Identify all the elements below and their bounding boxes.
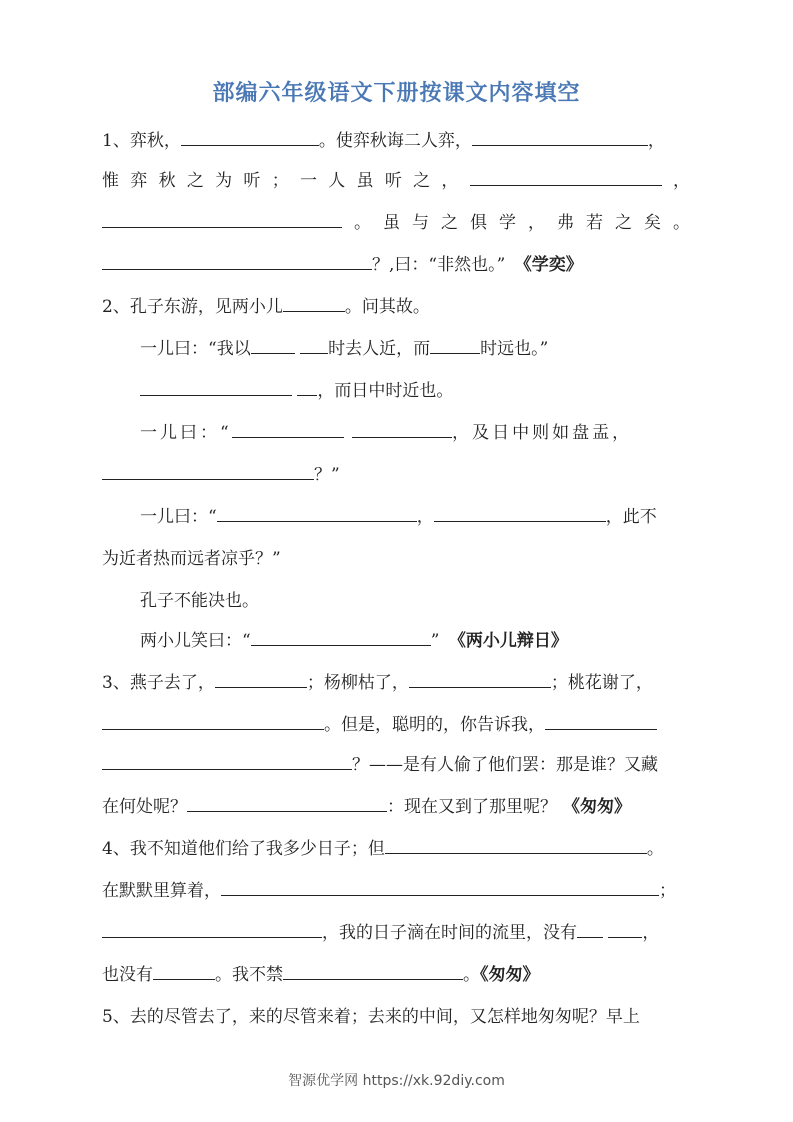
- q1-char: 一: [299, 171, 317, 191]
- q1-char: 之: [186, 171, 204, 191]
- q1-text: ，: [647, 131, 665, 151]
- q1-char: 。: [673, 213, 690, 233]
- fill-blank[interactable]: [140, 378, 292, 396]
- q3-text: 。但是，聪明的，你告诉我，: [324, 715, 545, 735]
- q2-line-6: [140, 504, 690, 530]
- q3-text: ；桃花谢了，: [550, 673, 653, 693]
- q1-char: 之: [615, 213, 632, 233]
- q1-char: 之: [441, 213, 458, 233]
- q2-text: ，: [416, 507, 434, 527]
- q4-text: 4、我不知道他们给了我多少日子；但: [102, 839, 385, 859]
- q1-line-2: [102, 168, 690, 194]
- q2-text: 孔子不能决也。: [140, 591, 259, 611]
- fill-blank[interactable]: [409, 670, 551, 688]
- q4-text: 也没有: [102, 965, 153, 985]
- q5-text: 5、去的尽管去了，来的尽管来着；去来的中间，又怎样地匆匆呢？早上: [102, 1007, 640, 1027]
- q2-line-8: [140, 588, 690, 614]
- q3-text: ：现在又到了那里呢？: [387, 797, 557, 817]
- q1-char: 听: [384, 171, 402, 191]
- q1-char: 。: [354, 213, 371, 233]
- q1-char: 惟: [102, 171, 119, 191]
- fill-blank[interactable]: [232, 420, 344, 438]
- q1-char: ，: [528, 213, 545, 233]
- fill-blank[interactable]: [577, 920, 603, 938]
- fill-blank[interactable]: [102, 752, 352, 770]
- fill-blank[interactable]: [300, 336, 328, 354]
- q4-text: 。我不禁: [215, 965, 283, 985]
- q4-line-4: [102, 962, 690, 988]
- q1-char: 听: [243, 171, 261, 191]
- q2-text: 时远也。”: [480, 339, 549, 359]
- fill-blank[interactable]: [221, 878, 659, 896]
- q5-line-1: [102, 1004, 690, 1030]
- q4-text: ；: [659, 881, 676, 901]
- q4-text: ，: [642, 923, 660, 943]
- q1-char: 秋: [158, 171, 176, 191]
- fill-blank[interactable]: [102, 210, 342, 228]
- q1-char: 人: [328, 171, 346, 191]
- q1-char: 若: [586, 213, 603, 233]
- q1-char: ，: [672, 171, 690, 191]
- q1-char: 虽: [383, 213, 400, 233]
- q2-text: 2、孔子东游，见两小儿: [102, 297, 283, 317]
- fill-blank[interactable]: [608, 920, 642, 938]
- q2-text: ，而日中时近也。: [317, 381, 454, 401]
- q2-line-4: [140, 420, 690, 446]
- q4-line-1: [102, 836, 690, 862]
- fill-blank[interactable]: [297, 378, 317, 396]
- q1-char: 弗: [557, 213, 574, 233]
- q4-line-2: [102, 878, 690, 904]
- fill-blank[interactable]: [102, 920, 322, 938]
- source-title: 《学奕》: [523, 255, 583, 275]
- fill-blank[interactable]: [102, 462, 314, 480]
- q4-text: 。: [463, 965, 480, 985]
- q1-char: 学: [499, 213, 516, 233]
- q2-text: ，及日中则如盘盂，: [452, 423, 633, 443]
- q4-text: 。: [646, 839, 664, 859]
- q2-text: ”: [430, 631, 440, 651]
- q2-text: 。问其故。: [344, 297, 430, 317]
- q2-line-9: [140, 628, 690, 654]
- q3-line-1: [102, 670, 690, 696]
- fill-blank[interactable]: [102, 252, 372, 270]
- fill-blank[interactable]: [434, 504, 606, 522]
- q2-text: 时去人近，而: [328, 339, 431, 359]
- q2-text: 两小儿笑曰：“: [140, 631, 251, 651]
- source-title: 《匆匆》: [563, 797, 631, 817]
- fill-blank[interactable]: [217, 504, 417, 522]
- q2-line-5: [102, 462, 690, 488]
- q1-char: ，: [441, 171, 459, 191]
- q2-text: 一儿曰：“: [140, 423, 232, 443]
- q4-text: ，我的日子滴在时间的流里，没有: [322, 923, 577, 943]
- fill-blank[interactable]: [251, 628, 431, 646]
- q2-text: ，此不: [605, 507, 657, 527]
- fill-blank[interactable]: [215, 670, 307, 688]
- fill-blank[interactable]: [283, 962, 463, 980]
- q2-text: ？”: [314, 465, 340, 485]
- q2-line-2: [140, 336, 690, 362]
- q2-line-3: [140, 378, 690, 404]
- q1-char: 弈: [130, 171, 148, 191]
- q1-char: 之: [413, 171, 431, 191]
- q1-text: ？,曰：“非然也。”: [372, 255, 506, 275]
- fill-blank[interactable]: [385, 836, 647, 854]
- fill-blank[interactable]: [470, 168, 662, 186]
- fill-blank[interactable]: [181, 128, 319, 146]
- q3-line-3: [102, 752, 690, 778]
- q2-text: 为近者热而远者凉乎？”: [102, 549, 281, 569]
- q1-line-1: [102, 128, 690, 154]
- page-title: 部编六年级语文下册按课文内容填空: [212, 81, 581, 106]
- q3-text: ？——是有人偷了他们罢：那是谁？又藏: [352, 755, 658, 775]
- footer-watermark: 智源优学网 https://xk.92diy.com: [288, 1073, 505, 1089]
- fill-blank[interactable]: [352, 420, 452, 438]
- q2-line-1: [102, 294, 690, 320]
- q1-char: 为: [215, 171, 233, 191]
- q4-line-3: [102, 920, 690, 946]
- q2-line-7: [102, 546, 690, 572]
- q1-line-4: [102, 252, 690, 278]
- q4-text: 在默默里算着，: [102, 881, 221, 901]
- fill-blank[interactable]: [153, 962, 215, 980]
- q1-text: 。使弈秋诲二人弈，: [318, 131, 472, 151]
- source-title: 《匆匆》: [480, 965, 540, 985]
- q1-char: 与: [412, 213, 429, 233]
- fill-blank[interactable]: [472, 128, 648, 146]
- q3-text: 3、燕子去了，: [102, 673, 215, 693]
- q1-line-3: [102, 210, 690, 236]
- q3-text: ；杨柳枯了，: [306, 673, 409, 693]
- q1-text: 1、弈秋，: [102, 131, 181, 151]
- fill-blank[interactable]: [545, 712, 657, 730]
- q2-text: 一儿曰：“我以: [140, 339, 251, 359]
- q1-char: 虽: [356, 171, 374, 191]
- q1-char: 俱: [470, 213, 487, 233]
- fill-blank[interactable]: [102, 712, 324, 730]
- q3-line-4: [102, 794, 690, 820]
- source-title: 《两小儿辩日》: [457, 631, 568, 651]
- q3-line-2: [102, 712, 690, 738]
- fill-blank[interactable]: [251, 336, 295, 354]
- q2-text: 一儿曰：“: [140, 507, 217, 527]
- q3-text: 在何处呢？: [102, 797, 187, 817]
- q1-char: ；: [271, 171, 289, 191]
- fill-blank[interactable]: [187, 794, 387, 812]
- fill-blank[interactable]: [283, 294, 345, 312]
- fill-blank[interactable]: [430, 336, 480, 354]
- q1-char: 矣: [644, 213, 661, 233]
